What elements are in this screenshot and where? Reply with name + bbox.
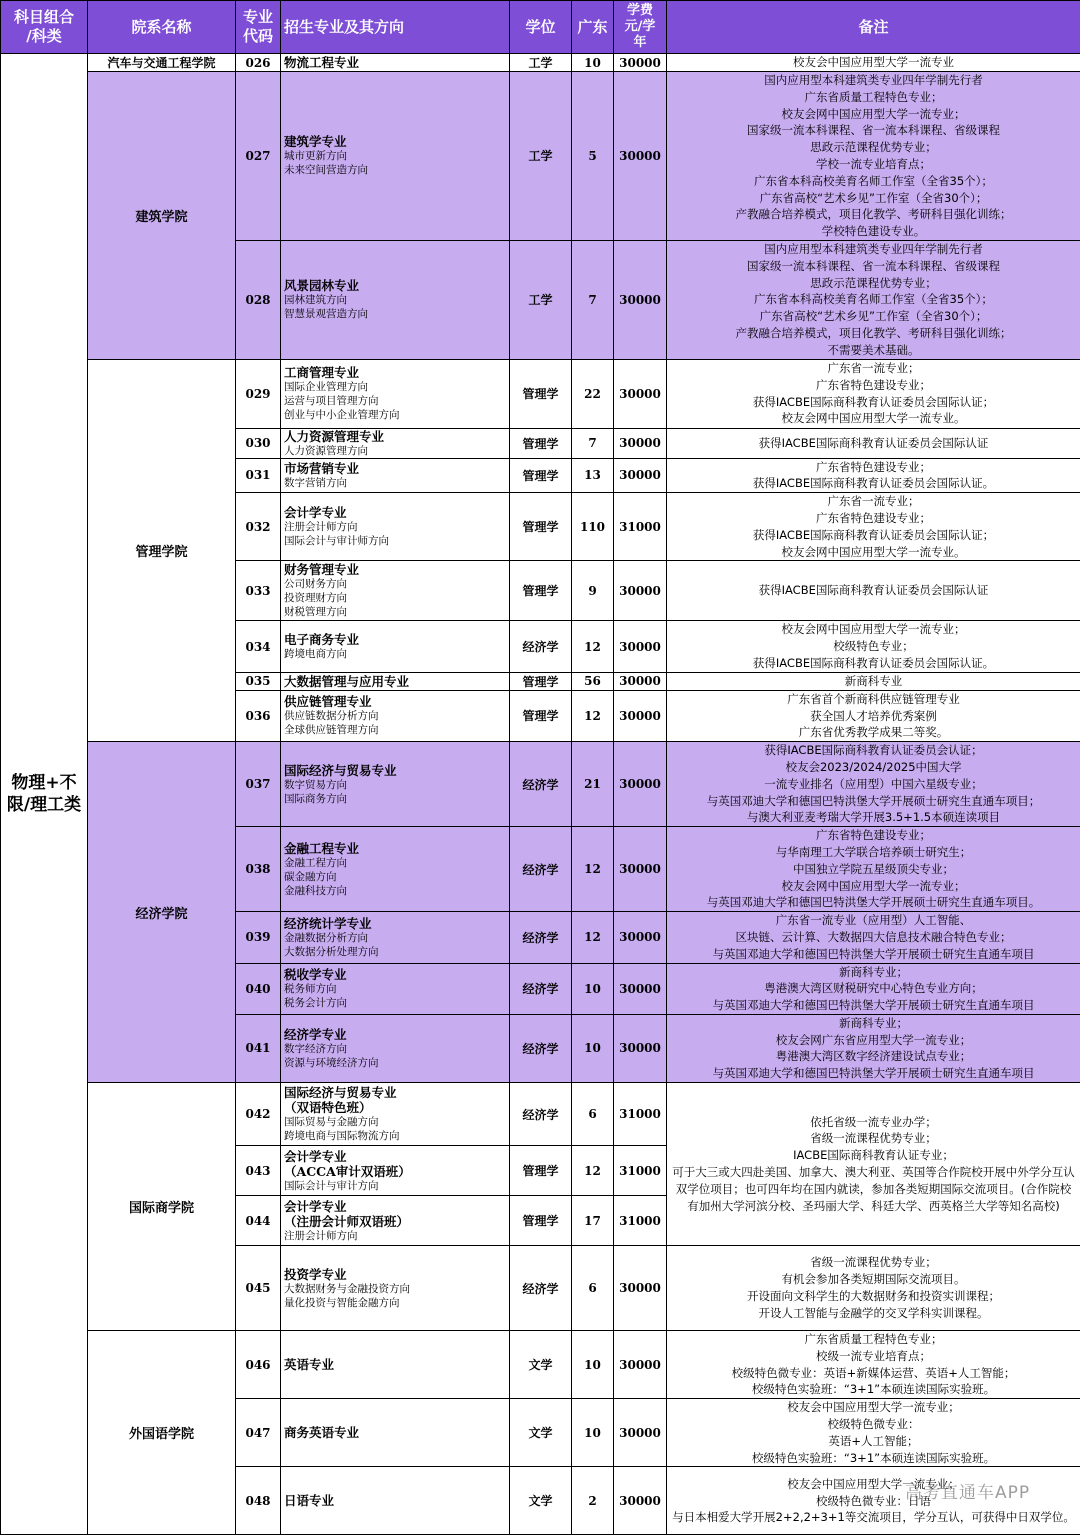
quota-cell: 12 [572,827,614,912]
degree-cell: 文学 [510,1467,572,1535]
note-line: 广东省质量工程特色专业； [667,1331,1080,1348]
major-direction: 跨境电商与国际物流方向 [284,1129,509,1143]
fee-cell: 30000 [614,1246,667,1331]
quota-cell: 6 [572,1246,614,1331]
dept-cell: 管理学院 [88,359,236,742]
major-direction: 智慧景观营造方向 [284,307,509,321]
note-line: 校友会中国应用型大学一流专业 [667,54,1080,71]
major-name: 会计学专业 [284,1199,509,1214]
major-direction: 大数据分析处理方向 [284,945,509,959]
quota-cell: 10 [572,963,614,1014]
major-cell [281,1467,510,1535]
note-line: 校级特色微专业：日语 [667,1493,1080,1510]
major-code: 042 [236,1083,281,1146]
major-code: 043 [236,1146,281,1196]
major-name: 税收学专业 [284,967,509,982]
note-line: 校友会中国应用型大学一流专业； [667,1399,1080,1416]
note-line: 广东省特色建设专业； [667,377,1080,394]
major-code: 030 [236,428,281,458]
note-cell [667,561,1080,621]
table-row [1,54,1080,72]
note-cell [667,912,1080,963]
major-cell [281,493,510,561]
major-name-class: （ACCA审计双语班） [284,1164,509,1179]
degree-cell: 管理学 [510,1196,572,1246]
major-code: 047 [236,1399,281,1467]
note-line: 有机会参加各类短期国际交流项目。 [667,1271,1080,1288]
note-line: 思政示范课程优势专业； [667,139,1080,156]
note-cell [667,458,1080,493]
note-line: 广东省一流专业（应用型）人工智能、 [667,912,1080,929]
note-cell [667,72,1080,241]
fee-cell: 31000 [614,1083,667,1146]
degree-cell: 管理学 [510,690,572,741]
degree-cell: 管理学 [510,1146,572,1196]
note-line: 不需要美术基础。 [667,342,1080,359]
quota-cell: 13 [572,458,614,493]
major-code: 029 [236,359,281,428]
table-row [1,72,1080,241]
note-line: 与英国邓迪大学和德国巴特洪堡大学开展硕士研究生直通车项目 [667,946,1080,963]
major-name: 投资学专业 [284,1267,509,1282]
major-cell [281,1014,510,1082]
major-code: 041 [236,1014,281,1082]
header-code: 专业 代码 [236,1,281,54]
note-cell [667,672,1080,690]
major-name: 日语专业 [284,1493,509,1508]
degree-cell: 工学 [510,54,572,72]
note-line: 获得IACBE国际商科教育认证委员会国际认证 [667,582,1080,599]
degree-cell: 文学 [510,1331,572,1399]
note-cell [667,1014,1080,1082]
major-code: 039 [236,912,281,963]
note-cell [667,428,1080,458]
major-direction: 供应链数据分析方向 [284,709,509,723]
major-direction: 运营与项目管理方向 [284,394,509,408]
note-line: 校友会网中国应用型大学一流专业。 [667,410,1080,427]
major-name: 电子商务专业 [284,632,509,647]
note-cell [667,963,1080,1014]
header-row [1,1,1080,54]
note-line: 产教融合培养模式，项目化教学、考研科目强化训练； [667,325,1080,342]
major-code: 038 [236,827,281,912]
note-line: 与日本相爱大学开展2+2,2+3+1等交流项目，学分互认，可获得中日双学位。 [667,1509,1080,1526]
note-line: 中国独立学院五星级顶尖专业； [667,861,1080,878]
quota-cell: 17 [572,1196,614,1246]
major-code: 026 [236,54,281,72]
fee-cell: 30000 [614,1467,667,1535]
major-code: 037 [236,742,281,827]
quota-cell: 10 [572,54,614,72]
major-name: 市场营销专业 [284,461,509,476]
fee-cell: 31000 [614,493,667,561]
major-cell [281,428,510,458]
quota-cell: 12 [572,690,614,741]
major-name: 财务管理专业 [284,562,509,577]
note-line: 依托省级一流专业办学； [671,1114,1076,1131]
major-name: 商务英语专业 [284,1425,509,1440]
fee-cell: 30000 [614,458,667,493]
note-line: 获得IACBE国际商科教育认证委员会国际认证 [667,435,1080,452]
major-direction: 全球供应链管理方向 [284,723,509,737]
fee-cell: 30000 [614,359,667,428]
note-line: 粤港澳大湾区数字经济建设试点专业； [667,1048,1080,1065]
degree-cell: 管理学 [510,458,572,493]
note-line: 国内应用型本科建筑类专业四年学制先行者 [667,72,1080,89]
major-cell [281,963,510,1014]
note-line: 校友会网中国应用型大学一流专业； [667,878,1080,895]
major-direction: 金融数据分析方向 [284,931,509,945]
major-name: 英语专业 [284,1357,509,1372]
major-code: 027 [236,72,281,241]
degree-cell: 经济学 [510,827,572,912]
note-line: 校友会网广东省应用型大学一流专业； [667,1032,1080,1049]
note-line: 广东省质量工程特色专业； [667,89,1080,106]
major-name-class: （双语特色班） [284,1100,509,1115]
degree-cell: 经济学 [510,1014,572,1082]
degree-cell: 文学 [510,1399,572,1467]
note-line: 与英国邓迪大学和德国巴特洪堡大学开展硕士研究生直通车项目； [667,793,1080,810]
note-line: 国内应用型本科建筑类专业四年学制先行者 [667,241,1080,258]
major-name: 经济学专业 [284,1027,509,1042]
quota-cell: 5 [572,72,614,241]
degree-cell: 管理学 [510,561,572,621]
note-line: 省级一流课程优势专业； [671,1130,1076,1147]
major-code: 032 [236,493,281,561]
note-line: 与华南理工大学联合培养硕士研究生； [667,844,1080,861]
note-line: 校级特色微专业： [667,1416,1080,1433]
degree-cell: 经济学 [510,1246,572,1331]
note-cell [667,54,1080,72]
major-direction: 园林建筑方向 [284,293,509,307]
major-name: 国际经济与贸易专业 [284,1085,509,1100]
major-direction: 数字贸易方向 [284,778,509,792]
fee-cell: 30000 [614,827,667,912]
note-line: 广东省特色建设专业； [667,510,1080,527]
note-cell [667,1399,1080,1467]
note-line: 学校特色建设专业。 [667,223,1080,240]
header-degree: 学位 [510,1,572,54]
major-cell [281,561,510,621]
fee-cell: 30000 [614,963,667,1014]
note-line: 一流专业排名（应用型）中国六星级专业； [667,776,1080,793]
note-line: 校友会网中国应用型大学一流专业； [667,106,1080,123]
dept-cell: 建筑学院 [88,72,236,360]
fee-cell: 30000 [614,742,667,827]
major-code: 045 [236,1246,281,1331]
major-name: 工商管理专业 [284,365,509,380]
note-line: 获得IACBE国际商科教育认证委员会国际认证。 [667,655,1080,672]
note-line: 获全国人才培养优秀案例 [667,708,1080,725]
note-cell [667,1331,1080,1399]
major-cell [281,827,510,912]
degree-cell: 经济学 [510,912,572,963]
major-name: 风景园林专业 [284,278,509,293]
note-line: 广东省高校“艺术乡见”工作室（全省30个）； [667,190,1080,207]
note-line: 校友会网中国应用型大学一流专业。 [667,544,1080,561]
note-cell-intl [667,1083,1080,1246]
quota-cell: 22 [572,359,614,428]
major-cell [281,1331,510,1399]
header-subject: 科目组合 /科类 [1,1,88,54]
degree-cell: 经济学 [510,742,572,827]
note-line: 广东省本科高校美育名师工作室（全省35个）； [667,173,1080,190]
major-name: 供应链管理专业 [284,694,509,709]
note-cell [667,493,1080,561]
major-direction: 量化投资与智能金融方向 [284,1296,509,1310]
note-line: 广东省本科高校美育名师工作室（全省35个）； [667,291,1080,308]
major-cell [281,72,510,241]
major-cell [281,54,510,72]
fee-cell: 30000 [614,1331,667,1399]
note-cell [667,742,1080,827]
major-direction: 碳金融方向 [284,870,509,884]
note-cell [667,240,1080,359]
fee-cell: 30000 [614,672,667,690]
major-cell [281,690,510,741]
fee-cell: 30000 [614,54,667,72]
note-line: 广东省特色建设专业； [667,459,1080,476]
major-direction: 金融工程方向 [284,856,509,870]
note-line: 获得IACBE国际商科教育认证委员会国际认证。 [667,475,1080,492]
header-fee: 学费 元/学 年 [614,1,667,54]
note-line: 校友会网中国应用型大学一流专业； [667,621,1080,638]
note-line: 新商科专业； [667,964,1080,981]
major-direction: 国际商务方向 [284,792,509,806]
major-code: 035 [236,672,281,690]
dept-cell: 国际商学院 [88,1083,236,1331]
fee-cell: 30000 [614,621,667,672]
major-direction: 财税管理方向 [284,605,509,619]
degree-cell: 管理学 [510,493,572,561]
major-direction: 注册会计师方向 [284,1229,509,1243]
note-line: 获得IACBE国际商科教育认证委员会国际认证； [667,394,1080,411]
major-code: 036 [236,690,281,741]
note-line: 区块链、云计算、大数据四大信息技术融合特色专业； [667,929,1080,946]
note-line: 广东省首个新商科供应链管理专业 [667,691,1080,708]
note-line: IACBE国际商科教育认证专业； [671,1147,1076,1164]
major-name: 国际经济与贸易专业 [284,763,509,778]
major-direction: 人力资源管理方向 [284,444,509,458]
note-line: 广东省特色建设专业； [667,827,1080,844]
note-line: 与英国邓迪大学和德国巴特洪堡大学开展硕士研究生直通车项目 [667,997,1080,1014]
header-dept: 院系名称 [88,1,236,54]
note-line: 获得IACBE国际商科教育认证委员会国际认证； [667,527,1080,544]
major-direction: 税务师方向 [284,982,509,996]
note-line: 获得IACBE国际商科教育认证委员会认证； [667,742,1080,759]
major-name: 建筑学专业 [284,134,509,149]
major-cell [281,240,510,359]
major-direction: 公司财务方向 [284,577,509,591]
note-line: 新商科专业； [667,1015,1080,1032]
major-direction: 跨境电商方向 [284,647,509,661]
quota-cell: 110 [572,493,614,561]
fee-cell: 31000 [614,1196,667,1246]
dept-cell: 外国语学院 [88,1331,236,1535]
quota-cell: 10 [572,1331,614,1399]
note-line: 国家级一流本科课程、省一流本科课程、省级课程 [667,122,1080,139]
major-cell [281,742,510,827]
note-line: 粤港澳大湾区财税研究中心特色专业方向； [667,980,1080,997]
major-cell [281,912,510,963]
quota-cell: 10 [572,1014,614,1082]
major-direction: 国际会计与审计师方向 [284,534,509,548]
major-direction: 未来空间营造方向 [284,163,509,177]
header-gd: 广东 [572,1,614,54]
fee-cell: 30000 [614,561,667,621]
major-code: 031 [236,458,281,493]
major-cell [281,1196,510,1246]
fee-cell: 30000 [614,690,667,741]
note-cell [667,690,1080,741]
note-cell [667,621,1080,672]
header-major: 招生专业及其方向 [281,1,510,54]
fee-cell: 30000 [614,240,667,359]
note-line: 广东省高校“艺术乡见”工作室（全省30个）； [667,308,1080,325]
header-note: 备注 [667,1,1080,54]
dept-cell: 汽车与交通工程学院 [88,54,236,72]
major-name: 会计学专业 [284,505,509,520]
note-line: 省级一流课程优势专业； [667,1254,1080,1271]
note-line: 开设人工智能与金融学的交叉学科实训课程。 [667,1305,1080,1322]
note-line: 学校一流专业培育点； [667,156,1080,173]
dept-cell: 经济学院 [88,742,236,1083]
quota-cell: 6 [572,1083,614,1146]
note-cell [667,827,1080,912]
degree-cell: 管理学 [510,359,572,428]
quota-cell: 12 [572,1146,614,1196]
major-name: 物流工程专业 [284,55,509,70]
quota-cell: 7 [572,240,614,359]
note-cell [667,359,1080,428]
note-line: 与英国邓迪大学和德国巴特洪堡大学开展硕士研究生直通车项目 [667,1065,1080,1082]
major-name-class: （注册会计师双语班） [284,1214,509,1229]
subject-cell: 物理+不限/理工类 [1,54,88,1535]
major-cell [281,1146,510,1196]
major-name: 会计学专业 [284,1149,509,1164]
quota-cell: 2 [572,1467,614,1535]
quota-cell: 7 [572,428,614,458]
major-direction: 国际贸易与金融方向 [284,1115,509,1129]
note-line: 广东省一流专业； [667,493,1080,510]
table-row [1,1331,1080,1399]
major-code: 048 [236,1467,281,1535]
note-line: 校友会2023/2024/2025中国大学 [667,759,1080,776]
major-cell [281,1083,510,1146]
degree-cell: 经济学 [510,621,572,672]
major-name: 经济统计学专业 [284,916,509,931]
note-line: 思政示范课程优势专业； [667,275,1080,292]
major-cell [281,458,510,493]
table-row [1,742,1080,827]
major-cell [281,672,510,690]
major-direction: 大数据财务与金融投资方向 [284,1282,509,1296]
quota-cell: 10 [572,1399,614,1467]
major-direction: 数字营销方向 [284,476,509,490]
major-code: 034 [236,621,281,672]
note-line: 开设面向文科学生的大数据财务和投资实训课程； [667,1288,1080,1305]
note-line: 广东省一流专业； [667,360,1080,377]
major-direction: 金融科技方向 [284,884,509,898]
note-line: 国家级一流本科课程、省一流本科课程、省级课程 [667,258,1080,275]
major-direction: 国际会计与审计方向 [284,1179,509,1193]
quota-cell: 12 [572,912,614,963]
major-name: 人力资源管理专业 [284,429,509,444]
major-direction: 城市更新方向 [284,149,509,163]
major-name: 大数据管理与应用专业 [284,674,509,689]
fee-cell: 30000 [614,1014,667,1082]
major-direction: 资源与环境经济方向 [284,1056,509,1070]
note-line: 校友会中国应用型大学一流专业； [667,1476,1080,1493]
watermark: 高考直通车APP [905,1478,1030,1503]
major-direction: 注册会计师方向 [284,520,509,534]
quota-cell: 56 [572,672,614,690]
major-code: 046 [236,1331,281,1399]
note-line: 产教融合培养模式，项目化教学、考研科目强化训练； [667,206,1080,223]
note-line: 校级特色专业； [667,638,1080,655]
major-direction: 税务会计方向 [284,996,509,1010]
note-line: 校级一流专业培育点； [667,1348,1080,1365]
major-direction: 数字经济方向 [284,1042,509,1056]
note-line: 与英国邓迪大学和德国巴特洪堡大学开展硕士研究生直通车项目。 [667,894,1080,911]
major-name: 金融工程专业 [284,841,509,856]
note-line: 新商科专业 [667,673,1080,690]
degree-cell: 经济学 [510,963,572,1014]
major-code: 040 [236,963,281,1014]
fee-cell: 31000 [614,1146,667,1196]
note-line: 校级特色微专业：英语+新媒体运营、英语+人工智能； [667,1365,1080,1382]
major-direction: 投资理财方向 [284,591,509,605]
major-code: 028 [236,240,281,359]
note-paragraph: 可于大三或大四赴美国、加拿大、澳大利亚、英国等合作院校开展中外学分互认双学位项目；也可四年均在国内就读，参加各类短期国际交流项目。(合作院校有加州大学河滨分校、圣玛丽大学、科廷大学、西英格兰大学等知名高校) [671,1164,1076,1214]
major-cell [281,621,510,672]
fee-cell: 30000 [614,912,667,963]
major-direction: 国际企业管理方向 [284,380,509,394]
quota-cell: 21 [572,742,614,827]
table-row [1,359,1080,428]
major-cell [281,1246,510,1331]
degree-cell: 经济学 [510,1083,572,1146]
major-code: 044 [236,1196,281,1246]
major-cell [281,359,510,428]
note-line: 与澳大利亚麦考瑞大学开展3.5+1.5本硕连读项目 [667,809,1080,826]
note-line: 校级特色实验班：“3+1”本硕连读国际实验班。 [667,1450,1080,1467]
table-row [1,1083,1080,1146]
degree-cell: 工学 [510,72,572,241]
quota-cell: 9 [572,561,614,621]
note-line: 校级特色实验班：“3+1”本硕连读国际实验班。 [667,1381,1080,1398]
note-line: 广东省优秀教学成果二等奖。 [667,724,1080,741]
quota-cell: 12 [572,621,614,672]
note-line: 英语+人工智能； [667,1433,1080,1450]
degree-cell: 工学 [510,240,572,359]
major-code: 033 [236,561,281,621]
degree-cell: 管理学 [510,672,572,690]
major-direction: 创业与中小企业管理方向 [284,408,509,422]
fee-cell: 30000 [614,1399,667,1467]
fee-cell: 30000 [614,72,667,241]
degree-cell: 管理学 [510,428,572,458]
fee-cell: 30000 [614,428,667,458]
note-cell [667,1246,1080,1331]
major-cell [281,1399,510,1467]
